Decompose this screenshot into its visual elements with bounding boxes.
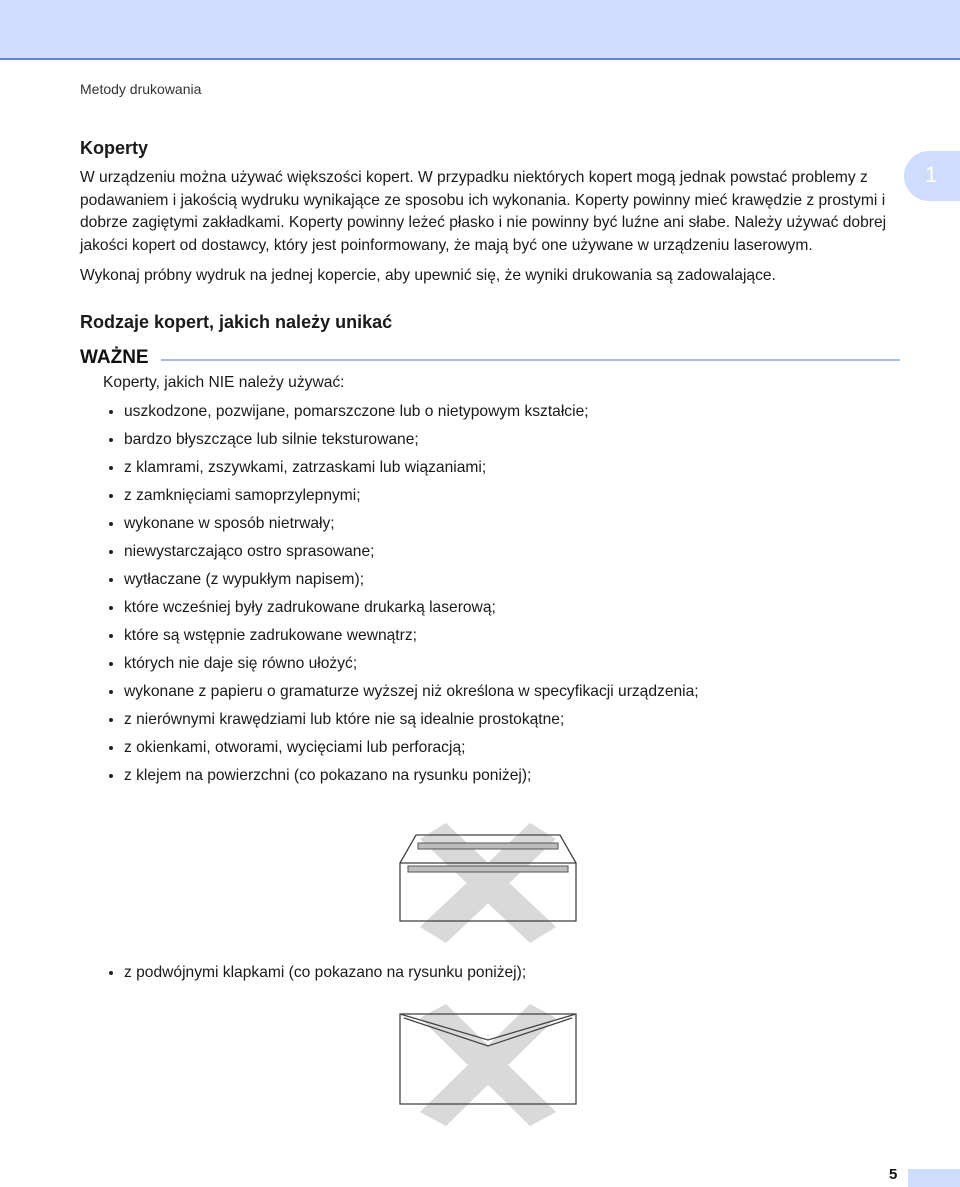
list-item-text: z zamknięciami samoprzylepnymi;: [124, 486, 361, 504]
list-item: [103, 485, 900, 507]
list-item-text: uszkodzone, pozwijane, pomarszczone lub o nietypowym kształcie;: [124, 402, 589, 420]
bullet-icon: [109, 578, 113, 582]
top-band: [0, 0, 960, 60]
bullet-icon: [109, 662, 113, 666]
list-item: [103, 709, 900, 731]
glue-strip-top: [418, 843, 558, 849]
bullet-icon: [109, 690, 113, 694]
list-item-text: z klejem na powierzchni (co pokazano na rysunku poniżej);: [124, 766, 532, 784]
subsection-title: Rodzaje kopert, jakich należy unikać: [80, 311, 393, 332]
envelope-double-flap-figure: [398, 1004, 580, 1126]
page-tab: [908, 1169, 960, 1187]
chapter-tab: [904, 151, 960, 201]
list-item-text: niewystarczająco ostro sprasowane;: [124, 542, 375, 560]
list-item: [103, 653, 900, 675]
list-item: [103, 541, 900, 563]
list-item-text: bardzo błyszczące lub silnie teksturowane;: [124, 430, 419, 448]
test-note-paragraph: Wykonaj próbny wydruk na jednej kopercie, aby upewnić się, że wyniki drukowania są zadowalające.: [80, 267, 776, 284]
bullet-icon: [109, 634, 113, 638]
list-item-text: wykonane z papieru o gramaturze wyższej niż określona w specyfikacji urządzenia;: [124, 682, 699, 700]
list-item-text: które wcześniej były zadrukowane drukarką laserową;: [124, 598, 496, 616]
chapter-number: 1: [925, 162, 938, 187]
bullet-icon: [109, 606, 113, 610]
list-item-text: wytłaczane (z wypukłym napisem);: [124, 570, 365, 588]
list-item: [103, 737, 900, 759]
list-item-text: z podwójnymi klapkami (co pokazano na rysunku poniżej);: [124, 964, 527, 981]
list-item-text: z nierównymi krawędziami lub które nie są idealnie prostokątne;: [124, 710, 565, 728]
running-header: Metody drukowania: [80, 81, 202, 97]
list-item: [103, 401, 900, 423]
bullet-icon: [109, 550, 113, 554]
list-item-text: których nie daje się równo ułożyć;: [124, 654, 358, 672]
glue-strip-bottom: [408, 866, 568, 872]
list-item: [103, 681, 900, 703]
list-item: [103, 429, 900, 451]
important-heading: [80, 346, 900, 370]
list-item-text: z okienkami, otworami, wycięciami lub perforacją;: [124, 738, 466, 756]
intro-paragraph: W urządzeniu można używać większości kopert. W przypadku niektórych kopert mogą jednak powstać problemy z podawaniem i jakością wydruku wynikające ze sposobu ich wykonania. Koperty powinny mieć krawędzie z prostymi i dobrze zagiętymi zakładkami. Koperty powinny leżeć płasko i nie powinny być luźne ani słabe. Należy używać dobrej jakości kopert od dostawcy, który jest poinformowany, że mają być one używane w urządzeniu laserowym.: [80, 169, 887, 254]
bullet-icon: [109, 438, 113, 442]
list-item: [103, 457, 900, 479]
avoid-list: [103, 401, 900, 787]
list-item: [103, 597, 900, 619]
list-item-text: z klamrami, zszywkami, zatrzaskami lub wiązaniami;: [124, 458, 487, 476]
important-rule: [161, 359, 900, 361]
list-item-text: które są wstępnie zadrukowane wewnątrz;: [124, 626, 417, 644]
bullet-icon: [109, 971, 113, 975]
section-title: Koperty: [80, 138, 149, 158]
bullet-icon: [109, 466, 113, 470]
page-number: 5: [889, 1166, 898, 1183]
bullet-icon: [109, 494, 113, 498]
bullet-icon: [109, 718, 113, 722]
list-item: [103, 625, 900, 647]
list-item: [103, 765, 900, 787]
important-intro: Koperty, jakich NIE należy używać:: [103, 373, 345, 391]
list-item: [103, 513, 900, 535]
bullet-icon: [109, 522, 113, 526]
envelope-glue-figure: [398, 823, 578, 943]
bullet-icon: [109, 410, 113, 414]
bullet-icon: [109, 746, 113, 750]
important-body: [103, 372, 900, 787]
list-item-double-flap: [103, 962, 526, 984]
important-label: WAŻNE: [80, 346, 149, 368]
bullet-icon: [109, 774, 113, 778]
main-content: [80, 137, 900, 793]
list-item: [103, 569, 900, 591]
list-item-text: wykonane w sposób nietrwały;: [124, 514, 335, 532]
